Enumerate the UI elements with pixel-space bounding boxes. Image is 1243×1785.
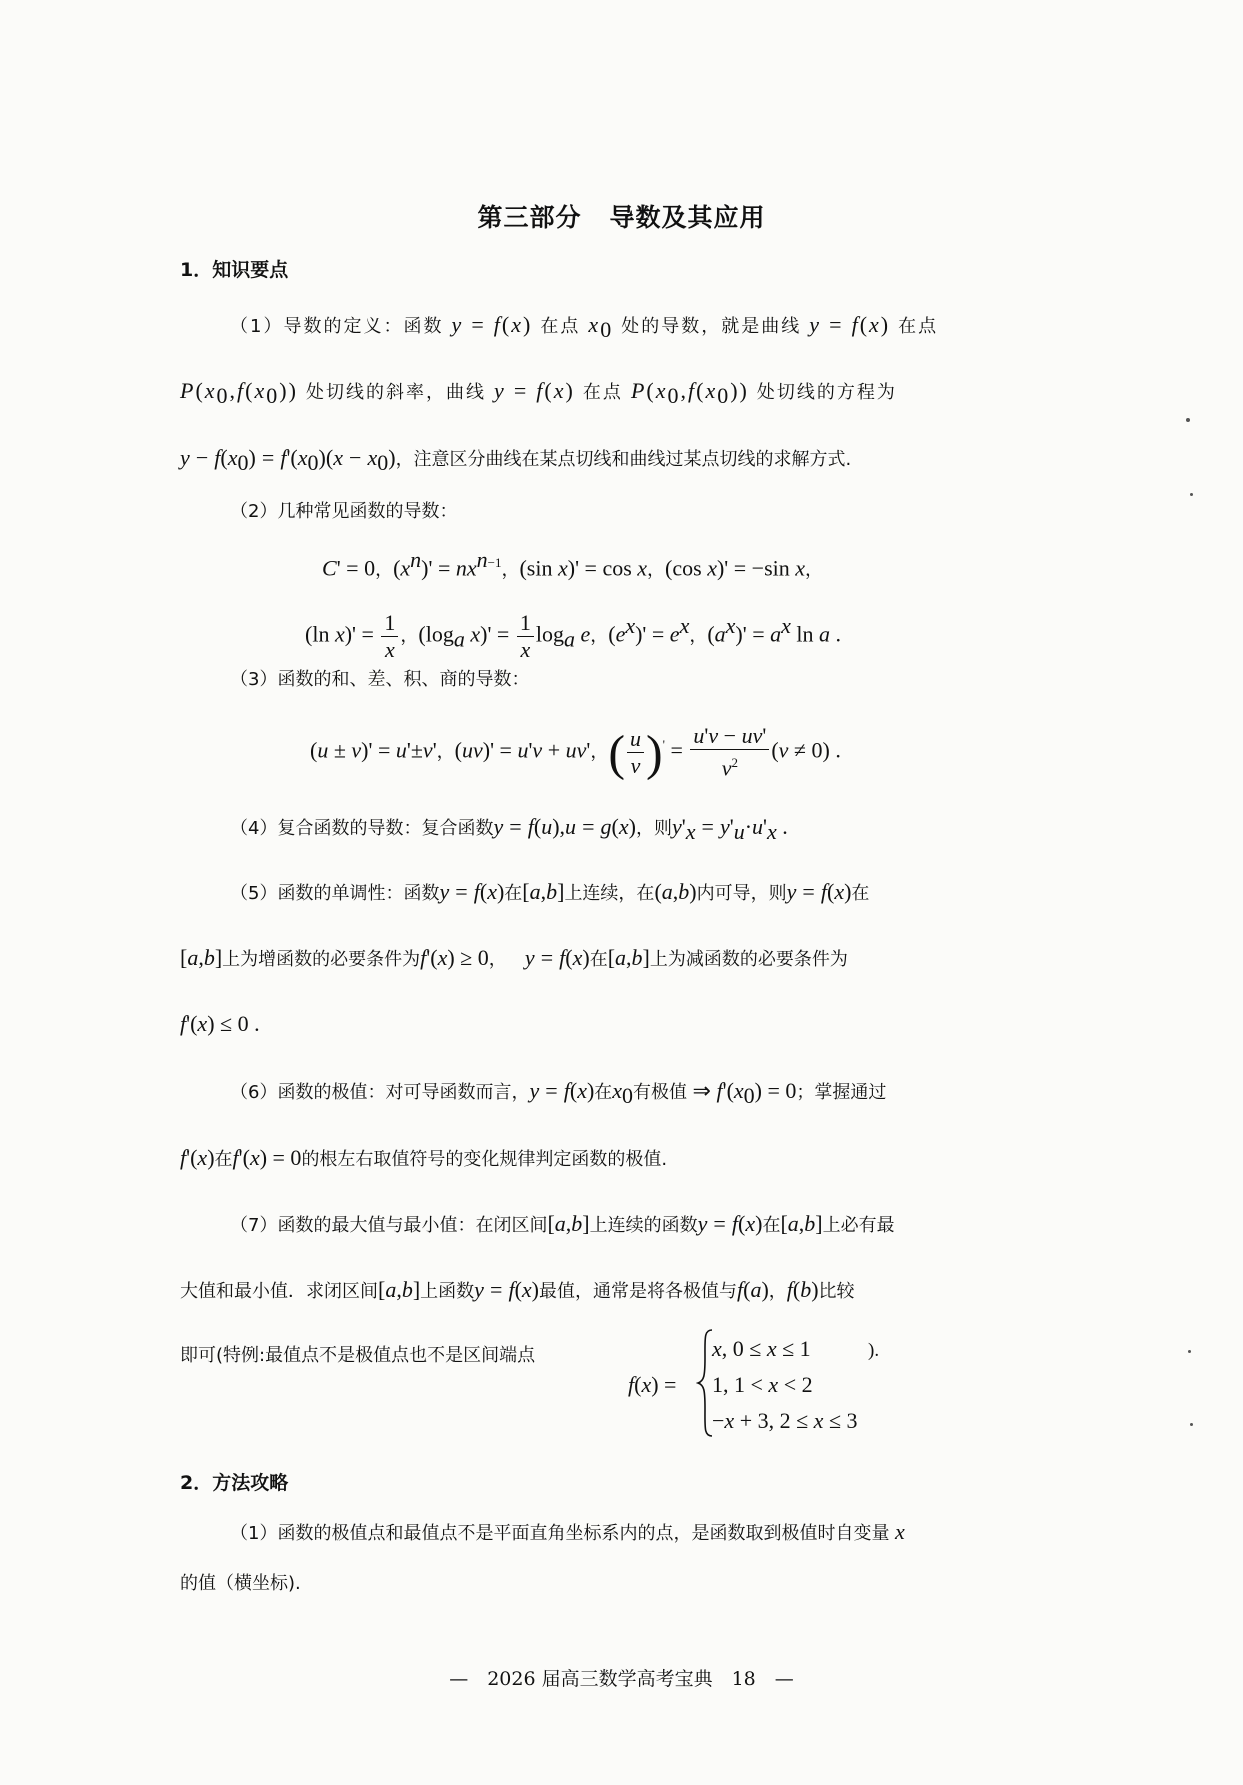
item6-line1: （6）函数的极值：对可导函数而言，y = f(x)在$x_0$有极值 ⇒ $f'(x_0) = 0$；掌握通过	[230, 1078, 887, 1108]
item1-line3: $y - f(x_0) = f'(x_0)(x - x_0)$，注意区分曲线在某点切线和曲线过某点切线的求解方式.	[180, 445, 852, 475]
piecewise-case-2: 1, 1 < x < 2	[712, 1372, 813, 1397]
item7-line2: 大值和最小值．求闭区间[a,b]上函数y = f(x)最值，通常是将各极值与f(a)，f(b)比较	[180, 1277, 855, 1302]
title-topic: 导数及其应用	[609, 203, 766, 232]
scan-speck	[1190, 493, 1193, 496]
item5-line3: f'(x) ≤ 0 .	[180, 1011, 260, 1036]
page-footer: — 2026 届高三数学高考宝典 18 —	[449, 1668, 794, 1690]
item7-line1: （7）函数的最大值与最小值：在闭区间[a,b]上连续的函数y = f(x)在[a,b]上必有最	[230, 1211, 895, 1236]
item1-line2: $P(x_0,f(x_0))$ 处切线的斜率，曲线 y = f(x) 在点 $P(x_0,f(x_0))$ 处切线的方程为	[180, 378, 897, 408]
method1-line1: （1）函数的极值点和最值点不是平面直角坐标系内的点，是函数取到极值时自变量 x	[230, 1519, 905, 1544]
item2-label: （2）几种常见函数的导数：	[230, 501, 458, 522]
method1-line2: 的值（横坐标).	[180, 1573, 301, 1594]
item1-line1: （1）导数的定义：函数 y = f(x) 在点 $x_0$ 处的导数，就是曲线 y = f(x) 在点	[230, 312, 939, 342]
piecewise-case-3: −x + 3, 2 ≤ x ≤ 3	[712, 1408, 858, 1433]
piecewise-lhs: f(x) =	[628, 1372, 677, 1397]
formula-sum-product-quotient: (u ± v)' = u'±v'，(uv)' = u'v + uv'，( $\frac{u}{v}$ )' = $\frac{u'v - uv'}{v^2}$ (v ≠ 0) .	[310, 723, 841, 781]
item5-line1: （5）函数的单调性：函数y = f(x)在[a,b]上连续，在(a,b)内可导，则y = f(x)在	[230, 879, 870, 904]
section-heading-methods: 2．方法攻略	[180, 1472, 289, 1494]
scan-speck	[1188, 1350, 1191, 1353]
scan-speck	[1186, 418, 1190, 422]
formula-basic-derivatives-1: C' = 0，$(x^n)' = nx^{n-1}$，(sin x)' = cos x，(cos x)' = −sin x，	[322, 547, 824, 581]
item7-line3: 即可(特例:最值点不是极值点也不是区间端点	[180, 1345, 536, 1366]
title-part: 第三部分	[477, 203, 582, 232]
page-title	[0, 198, 1243, 234]
item3-label: （3）函数的和、差、积、商的导数：	[230, 669, 530, 690]
piecewise-case-1: x, 0 ≤ x ≤ 1	[712, 1336, 811, 1361]
item6-line2: f'(x)在f'(x) = 0的根左右取值符号的变化规律判定函数的极值.	[180, 1145, 668, 1170]
formula-basic-derivatives-2: (ln x)' = $\frac{1}{x}$ ，($\log_a$ x)' = $\frac{1}{x}$ $\log_a e$，$(e^x)' = e^x$，$(a^x)' = a^x$ ln a .	[305, 609, 842, 662]
piecewise-close: ).	[868, 1340, 880, 1361]
section-heading-knowledge: 1．知识要点	[180, 259, 289, 281]
item5-line2: [a,b]上为增函数的必要条件为f'(x) ≥ 0， y = f(x)在[a,b]上为减函数的必要条件为	[180, 945, 848, 970]
item4-line: （4）复合函数的导数：复合函数y = f(u),u = g(x)，则$y'_x = y'_u\cdot u'_x$ .	[230, 814, 788, 844]
scan-speck	[1190, 1423, 1193, 1426]
